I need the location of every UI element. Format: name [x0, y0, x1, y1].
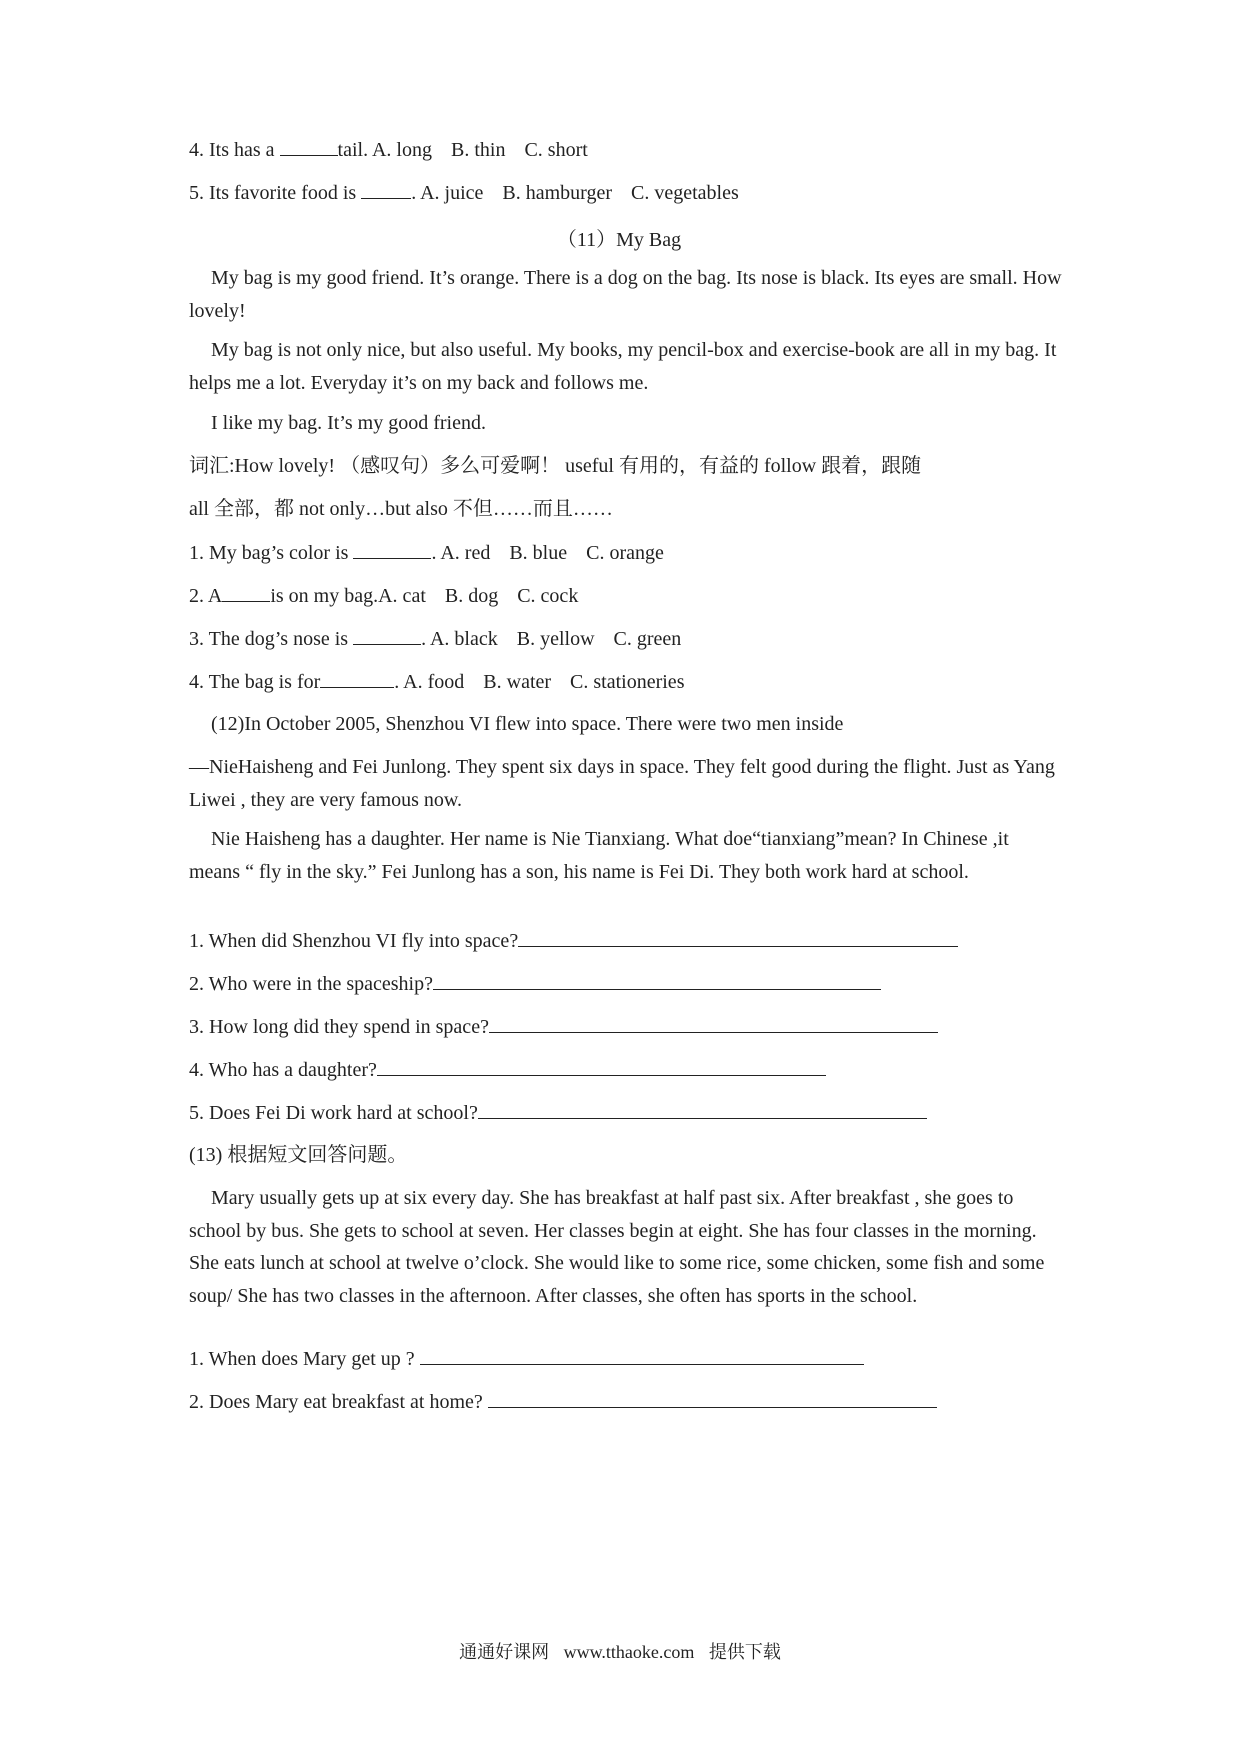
passage-13-title: (13) 根据短文回答问题。 [189, 1144, 408, 1166]
question-12-4: 4. Who has a daughter? [189, 1057, 826, 1082]
answer-blank[interactable] [280, 137, 338, 156]
answer-line[interactable] [420, 1346, 864, 1365]
passage-13-paragraph: Mary usually gets up at six every day. She has breakfast at half past six. After breakfast , she goes to school by bus. She gets to school at seven. Her classes begin at eight. She has four classes in the morning. She eats lunch at school at twelve o’clock. She would like to some rice, some chicken, some fish and some soup/ She has two classes in the afternoon. After classes, she often has sports in the school. [189, 1187, 1045, 1307]
question-12-3: 3. How long did they spend in space? [189, 1014, 938, 1039]
vocabulary-line-1: 词汇:How lovely! （感叹句）多么可爱啊！ useful 有用的，有益的 follow 跟着，跟随 [189, 455, 922, 477]
answer-line[interactable] [518, 928, 958, 947]
answer-line[interactable] [377, 1057, 826, 1076]
passage-11-title: （11）My Bag [556, 229, 682, 251]
answer-line[interactable] [478, 1100, 927, 1119]
footer-site-name: 通通好课网 [459, 1642, 550, 1662]
question-11-1: 1. My bag’s color is . A. red B. blue C. orange [189, 542, 664, 564]
footer-note: 提供下载 [708, 1642, 781, 1662]
passage-12-paragraph-2: —NieHaisheng and Fei Junlong. They spent six days in space. They felt good during the flight. Just as Yang Liwei , they are very famous now. [189, 756, 1055, 811]
question-12-2: 2. Who were in the spaceship? [189, 971, 881, 996]
passage-11-paragraph-3: I like my bag. It’s my good friend. [211, 412, 486, 434]
answer-blank[interactable] [353, 540, 431, 559]
answer-blank[interactable] [353, 626, 421, 645]
question-13-1: 1. When does Mary get up ? [189, 1346, 864, 1371]
answer-line[interactable] [489, 1014, 938, 1033]
question-11-2: 2. A is on my bag.A. cat B. dog C. cock [189, 585, 579, 607]
question-12-5: 5. Does Fei Di work hard at school? [189, 1100, 927, 1125]
answer-line[interactable] [433, 971, 881, 990]
question-10-5: 5. Its favorite food is . A. juice B. hamburger C. vegetables [189, 182, 739, 204]
answer-blank[interactable] [361, 180, 411, 199]
passage-12-paragraph-3: Nie Haisheng has a daughter. Her name is Nie Tianxiang. What doe“tianxiang”mean? In Chinese ,it means “ fly in the sky.” Fei Junlong has a son, his name is Fei Di. They both work hard at school. [189, 828, 1009, 883]
question-12-1: 1. When did Shenzhou VI fly into space? [189, 928, 958, 953]
answer-blank[interactable] [320, 669, 394, 688]
passage-12-paragraph-1: (12)In October 2005, Shenzhou VI flew into space. There were two men inside [211, 713, 844, 735]
question-13-2: 2. Does Mary eat breakfast at home? [189, 1389, 937, 1414]
passage-11-paragraph-2: My bag is not only nice, but also useful. My books, my pencil-box and exercise-book are all in my bag. It helps me a lot. Everyday it’s on my back and follows me. [189, 339, 1057, 394]
question-11-3: 3. The dog’s nose is . A. black B. yellow C. green [189, 628, 682, 650]
answer-line[interactable] [488, 1389, 937, 1408]
footer-url[interactable]: www.tthaoke.com [563, 1642, 695, 1662]
passage-11-paragraph-1: My bag is my good friend. It’s orange. There is a dog on the bag. Its nose is black. Its eyes are small. How lovely! [189, 267, 1062, 322]
answer-blank[interactable] [222, 583, 270, 602]
question-11-4: 4. The bag is for . A. food B. water C. stationeries [189, 671, 685, 693]
vocabulary-line-2: all 全部，都 not only…but also 不但……而且…… [189, 498, 613, 520]
question-10-4: 4. Its has a tail. A. long B. thin C. short [189, 139, 588, 161]
page-footer [0, 1638, 1240, 1664]
